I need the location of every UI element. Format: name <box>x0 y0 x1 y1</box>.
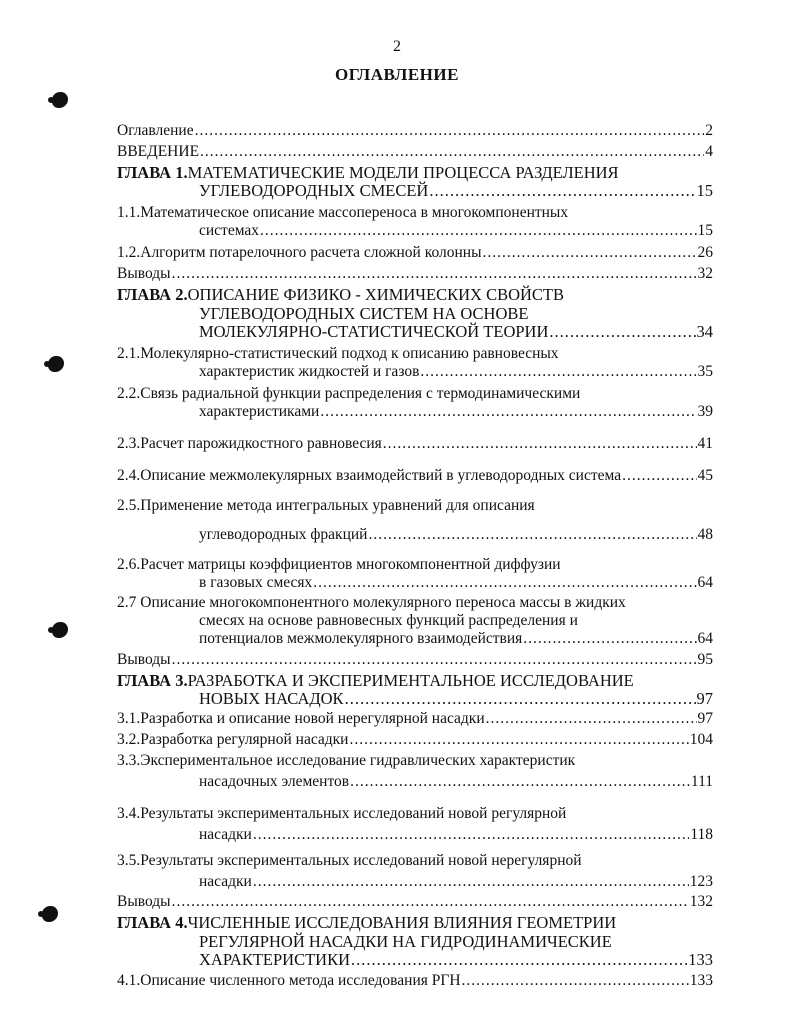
toc-entry-2-2[interactable]: 2.2.Связь радиальной функции распределения с термодинамическими характеристиками ..... 39 <box>117 385 713 421</box>
toc-entry-3-1[interactable]: 3.1.Разработка и описание новой нерегулярной насадки ..... 97 <box>117 710 713 728</box>
toc-entry-3-5[interactable]: 3.5.Результаты экспериментальных исследований новой нерегулярной насадки ..... 123 <box>117 852 713 891</box>
binding-hole-mark <box>52 622 68 638</box>
toc-entry-2-7[interactable]: 2.7 Описание многокомпонентного молекулярного переноса массы в жидких смесях на основе равновесных функций распределения и потенциалов межмолекулярного взаимодействия ..... 64 <box>117 594 713 648</box>
toc-entry-2-1[interactable]: 2.1.Молекулярно-статистический подход к описанию равновесных характеристик жидкостей и газов ..... 35 <box>117 345 713 381</box>
toc-conclusions-1[interactable]: Выводы ..... 32 <box>117 265 713 283</box>
toc-conclusions-2[interactable]: Выводы ..... 95 <box>117 651 713 669</box>
toc-entry-3-3[interactable]: 3.3.Экспериментальное исследование гидравлических характеристик насадочных элементов ..... 111 <box>117 752 713 791</box>
binding-hole-mark <box>42 906 58 922</box>
page-number: 2 <box>393 38 401 55</box>
toc-chapter-4[interactable]: ГЛАВА 4.ЧИСЛЕННЫЕ ИССЛЕДОВАНИЯ ВЛИЯНИЯ ГЕОМЕТРИИ РЕГУЛЯРНОЙ НАСАДКИ НА ГИДРОДИНАМИЧЕСКИЕ ХАРАКТЕРИСТИКИ ..... 133 <box>117 913 713 969</box>
toc-entry[interactable]: Оглавление ..... 2 <box>117 122 713 140</box>
toc-entry-2-6[interactable]: 2.6.Расчет матрицы коэффициентов многокомпонентной диффузии в газовых смесях ..... 64 <box>117 556 713 592</box>
toc-entry-4-1[interactable]: 4.1.Описание численного метода исследования РГН ..... 133 <box>117 972 713 990</box>
toc-chapter-2[interactable]: ГЛАВА 2.ОПИСАНИЕ ФИЗИКО - ХИМИЧЕСКИХ СВОЙСТВ УГЛЕВОДОРОДНЫХ СИСТЕМ НА ОСНОВЕ МОЛЕКУЛЯРНО-СТАТИСТИЧЕСКОЙ ТЕОРИИ ..... 34 <box>117 285 713 341</box>
page-title: ОГЛАВЛЕНИЕ <box>335 65 459 84</box>
toc-entry-2-5[interactable]: 2.5.Применение метода интегральных уравнений для описания углеводородных фракций ..... 48 <box>117 497 713 544</box>
toc-chapter-3[interactable]: ГЛАВА 3.РАЗРАБОТКА И ЭКСПЕРИМЕНТАЛЬНОЕ ИССЛЕДОВАНИЕ НОВЫХ НАСАДОК ..... 97 <box>117 671 713 708</box>
toc-entry[interactable]: ВВЕДЕНИЕ ..... 4 <box>117 143 713 161</box>
toc-entry-2-3[interactable]: 2.3.Расчет парожидкостного равновесия ..... 41 <box>117 435 713 453</box>
toc-conclusions-3[interactable]: Выводы ..... 132 <box>117 893 713 911</box>
table-of-contents <box>117 122 713 990</box>
toc-entry-1-2[interactable]: 1.2.Алгоритм потарелочного расчета сложной колонны ..... 26 <box>117 244 713 262</box>
toc-entry-3-2[interactable]: 3.2.Разработка регулярной насадки ..... 104 <box>117 731 713 749</box>
toc-entry-3-4[interactable]: 3.4.Результаты экспериментальных исследований новой регулярной насадки ..... 118 <box>117 805 713 844</box>
binding-hole-mark <box>52 92 68 108</box>
toc-entry-2-4[interactable]: 2.4.Описание межмолекулярных взаимодействий в углеводородных система ..... 45 <box>117 467 713 485</box>
binding-hole-mark <box>48 356 64 372</box>
toc-chapter-1[interactable]: ГЛАВА 1.МАТЕМАТИЧЕСКИЕ МОДЕЛИ ПРОЦЕССА РАЗДЕЛЕНИЯ УГЛЕВОДОРОДНЫХ СМЕСЕЙ ..... 15 <box>117 163 713 200</box>
toc-entry-1-1[interactable]: 1.1.Математическое описание массопереноса в многокомпонентных системах ..... 15 <box>117 204 713 240</box>
